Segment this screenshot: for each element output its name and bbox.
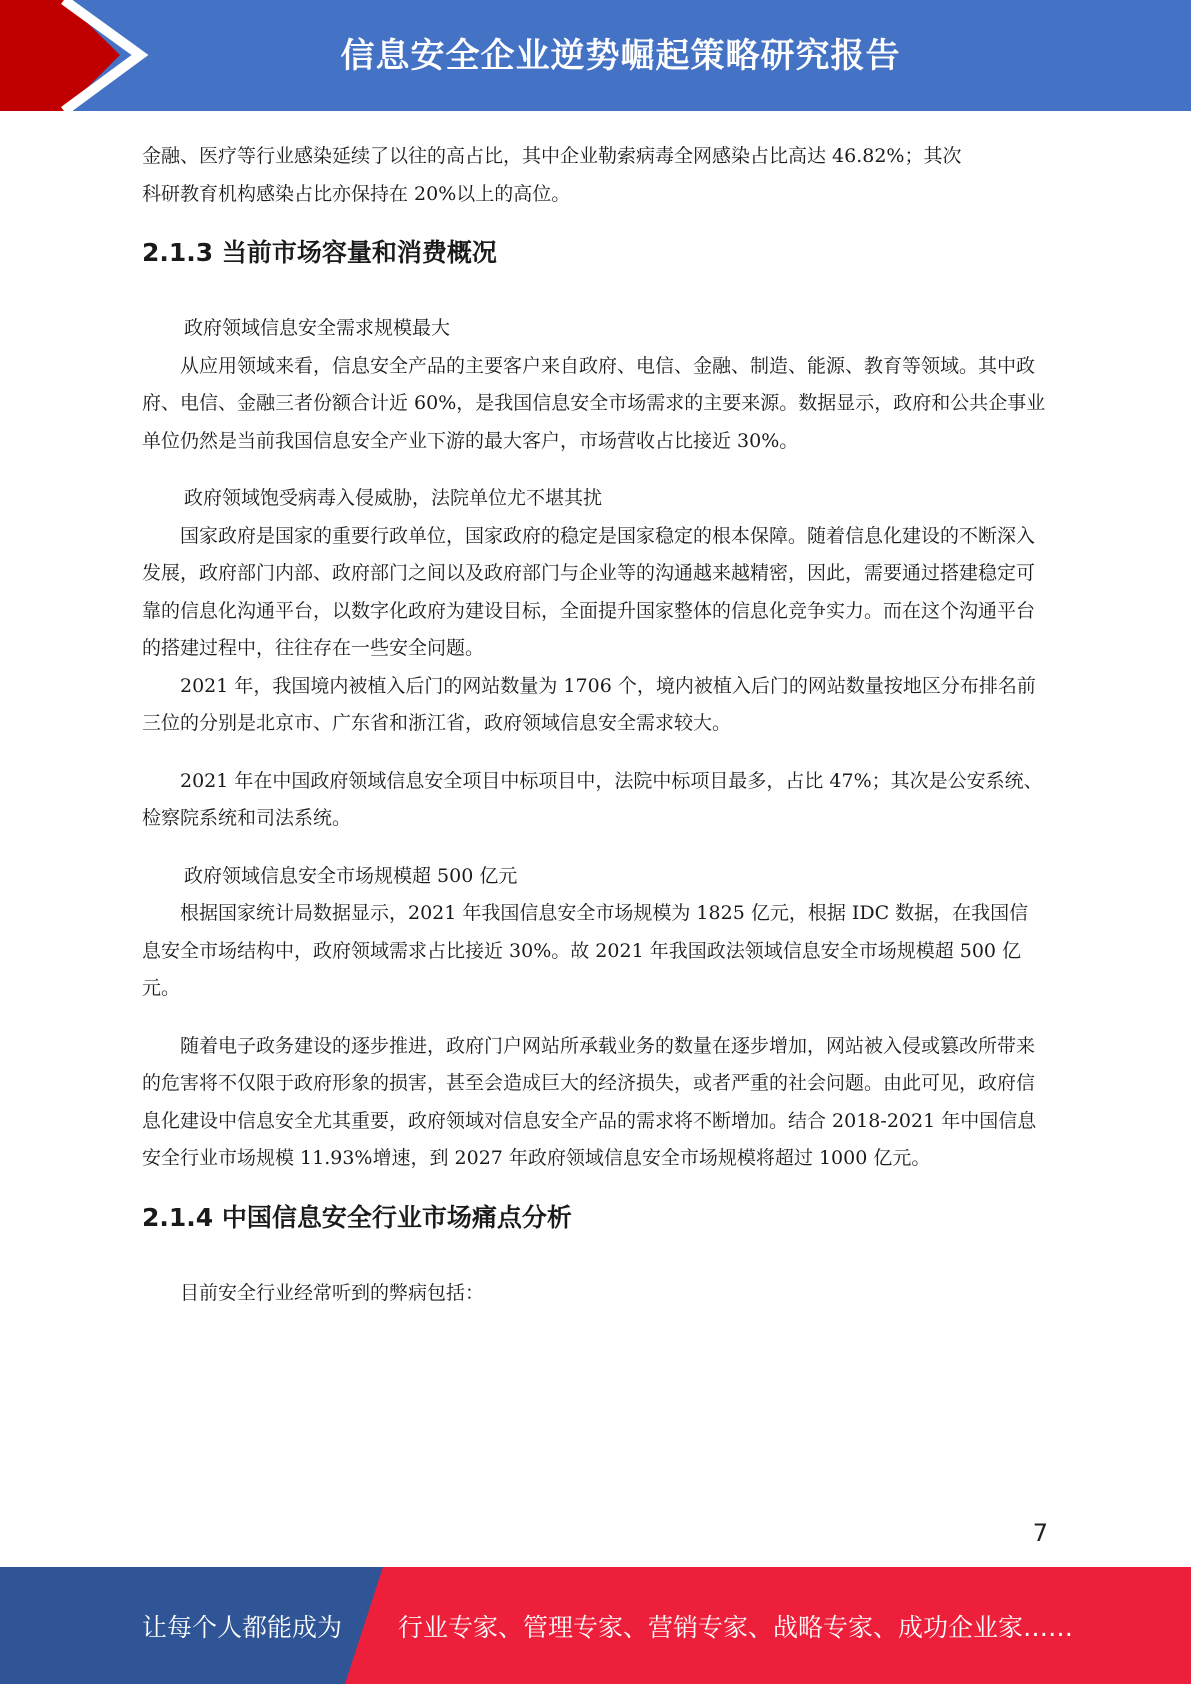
- subheading-market-size: 政府领域信息安全市场规模超 500 亿元: [184, 864, 518, 887]
- document-title: 信息安全企业逆势崛起策略研究报告: [340, 36, 901, 76]
- page-footer: [0, 1567, 1191, 1684]
- subheading-gov-demand: 政府领域信息安全需求规模最大: [184, 317, 451, 339]
- page-header: [0, 0, 1191, 111]
- subheading-virus-threat: 政府领域饱受病毒入侵威胁，法院单位尤不堪其扰: [184, 487, 603, 509]
- paragraph-industry-issues: 目前安全行业经常听到的弊病包括：: [180, 1281, 485, 1304]
- page-number: 7: [1032, 1519, 1048, 1547]
- intro-line-2: 科研教育机构感染占比亦保持在 20%以上的高位。: [142, 182, 571, 205]
- paragraph-backdoor-sites: 2021 年，我国境内被植入后门的网站数量为 1706 个，境内被植入后门的网站数量按地区分布排名前三位的分别是北京市、广东省和浙江省，政府领域信息安全需求较大。: [142, 674, 1036, 734]
- paragraph-market-statistics: 根据国家统计局数据显示，2021 年我国信息安全市场规模为 1825 亿元，根据 IDC 数据，在我国信息安全市场结构中，政府领域需求占比接近 30%。故 2021 年我国政法领域信息安全市场规模超 500 亿元。: [142, 902, 1029, 999]
- footer-slogan-left: 让每个人都能成为: [142, 1612, 343, 1642]
- intro-line-1: 金融、医疗等行业感染延续了以往的高占比，其中企业勒索病毒全网感染占比高达 46.82%；其次: [142, 145, 962, 167]
- paragraph-court-projects: 2021 年在中国政府领域信息安全项目中标项目中，法院中标项目最多，占比 47%；其次是公安系统、检察院系统和司法系统。: [142, 769, 1043, 829]
- footer-slogan-right: 行业专家、管理专家、营销专家、战略专家、成功企业家……: [398, 1612, 1074, 1642]
- section-heading-2-1-3: 2.1.3 当前市场容量和消费概况: [142, 238, 497, 267]
- section-heading-2-1-4: 2.1.4 中国信息安全行业市场痛点分析: [142, 1202, 572, 1232]
- page-content: [142, 138, 1047, 1312]
- paragraph-application-fields: 从应用领域来看，信息安全产品的主要客户来自政府、电信、金融、制造、能源、教育等领域。其中政府、电信、金融三者份额合计近 60%，是我国信息安全市场需求的主要来源。数据显示，政府和公共企事业单位仍然是当前我国信息安全产业下游的最大客户，市场营收占比接近 30%。: [142, 354, 1046, 452]
- paragraph-gov-informatization: 国家政府是国家的重要行政单位，国家政府的稳定是国家稳定的根本保障。随着信息化建设的不断深入发展，政府部门内部、政府部门之间以及政府部门与企业等的沟通越来越精密，因此，需要通过搭建稳定可靠的信息化沟通平台，以数字化政府为建设目标，全面提升国家整体的信息化竞争实力。而在这个沟通平台的搭建过程中，往往存在一些安全问题。: [142, 524, 1036, 659]
- paragraph-egov-forecast: 随着电子政务建设的逐步推进，政府门户网站所承载业务的数量在逐步增加，网站被入侵或篡改所带来的危害将不仅限于政府形象的损害，甚至会造成巨大的经济损失，或者严重的社会问题。由此可见，政府信息化建设中信息安全尤其重要，政府领域对信息安全产品的需求将不断增加。结合 2018-2021 年中国信息安全行业市场规模 11.93%增速，到 2027 年政府领域信息安全市场规模将超过 1000 亿元。: [142, 1034, 1037, 1169]
- header-arrow-decoration: [0, 0, 160, 111]
